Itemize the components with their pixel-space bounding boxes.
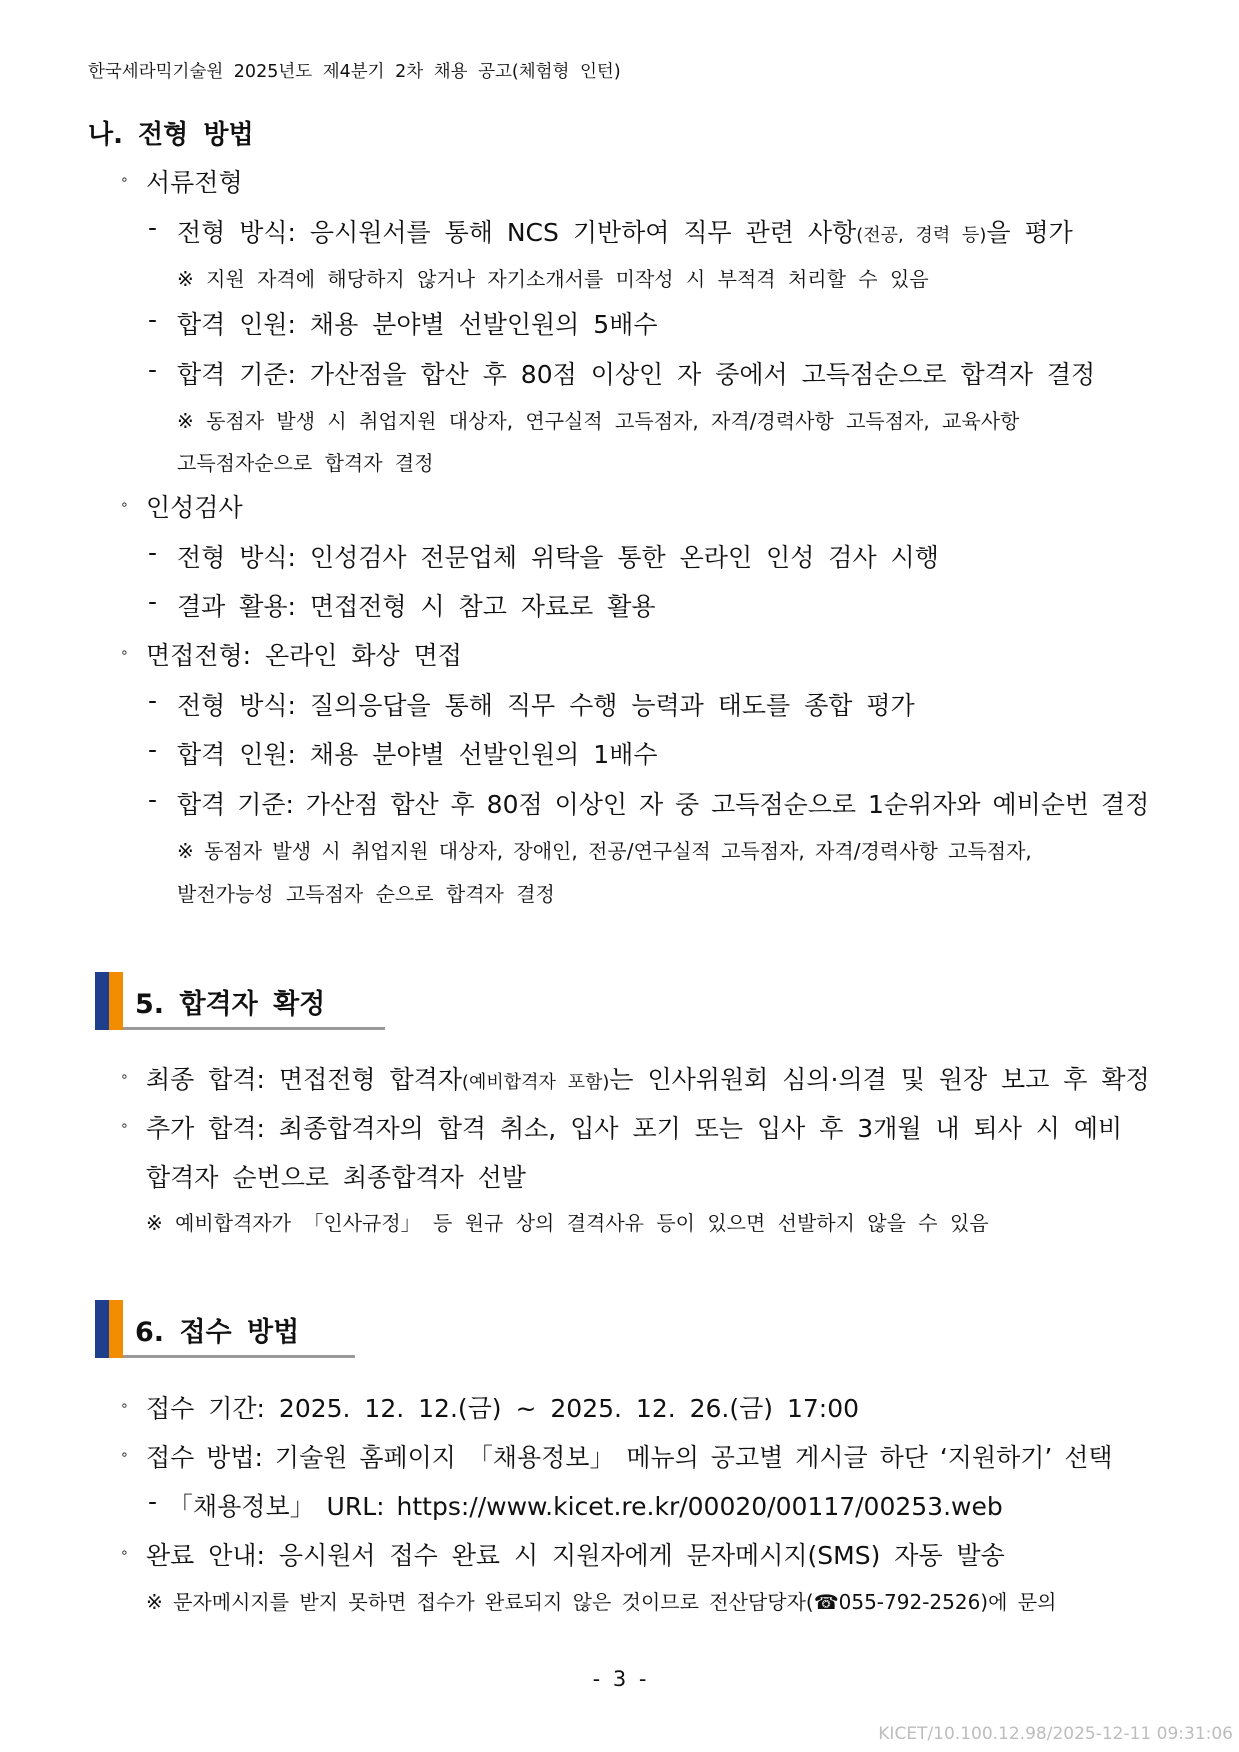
bullet-icon: ∘: [120, 1545, 129, 1561]
bullet-icon: ∘: [120, 1398, 129, 1414]
heading-bar-orange: [109, 972, 123, 1030]
stage-interview-label: 면접전형: 온라인 화상 면접: [146, 641, 462, 670]
bullet-icon: ∘: [120, 1118, 129, 1134]
section-5-note: ※ 예비합격자가 「인사규정」 등 원규 상의 결격사유 등이 있으면 선발하지 않을 수 있음: [146, 1211, 989, 1235]
phone-icon: ☎: [813, 1590, 839, 1614]
dash-marker: -: [148, 1487, 158, 1516]
dash-marker: -: [148, 305, 158, 334]
section-5-heading: [95, 972, 385, 1030]
stage-document-label: 서류전형: [146, 168, 243, 197]
heading-underline: [123, 1355, 355, 1358]
dash-marker: -: [148, 785, 158, 814]
completion-notice: 완료 안내: 응시원서 접수 완료 시 지원자에게 문자메시지(SMS) 자동 발송: [146, 1541, 1005, 1570]
section-6-title: 6. 접수 방법: [135, 1317, 300, 1348]
additional-pass-line-cont: 합격자 순번으로 최종합격자 선발: [146, 1163, 526, 1192]
stage-interview-pass-criteria: 합격 기준: 가산점 합산 후 80점 이상인 자 중 고득점순으로 1순위자와 예비순번 결정: [177, 790, 1150, 819]
stage-interview-criteria-note-cont: 발전가능성 고득점자 순으로 합격자 결정: [177, 882, 555, 906]
dash-marker: -: [148, 213, 158, 242]
dash-marker: -: [148, 686, 158, 715]
heading-underline: [123, 1027, 385, 1030]
bullet-icon: ∘: [120, 1447, 129, 1463]
stage-document-pass-criteria: 합격 기준: 가산점을 합산 후 80점 이상인 자 중에서 고득점순으로 합격자 결정: [177, 360, 1096, 389]
stage-personality-method: 전형 방식: 인성검사 전문업체 위탁을 통한 온라인 인성 검사 시행: [177, 543, 939, 572]
print-stamp: KICET/10.100.12.98/2025-12-11 09:31:06: [878, 1724, 1233, 1744]
heading-bar-blue: [95, 1300, 109, 1358]
heading-bar-blue: [95, 972, 109, 1030]
stage-interview-criteria-note: ※ 동점자 발생 시 취업지원 대상자, 장애인, 전공/연구실적 고득점자, 자격/경력사항 고득점자,: [177, 839, 1032, 863]
application-method: 접수 방법: 기술원 홈페이지 「채용정보」 메뉴의 공고별 게시글 하단 ‘지원하기’ 선택: [146, 1443, 1113, 1472]
stage-document-method: 전형 방식: 응시원서를 통해 NCS 기반하여 직무 관련 사항(전공, 경력 등)을 평가: [177, 218, 1073, 247]
stage-document-criteria-note-cont: 고득점자순으로 합격자 결정: [177, 451, 434, 475]
bullet-icon: ∘: [120, 645, 129, 661]
section-6-heading: [95, 1300, 355, 1358]
recruitment-url[interactable]: 「채용정보」 URL: https://www.kicet.re.kr/00020/00117/00253.web: [168, 1492, 1003, 1521]
stage-document-criteria-note: ※ 동점자 발생 시 취업지원 대상자, 연구실적 고득점자, 자격/경력사항 고득점자, 교육사항: [177, 409, 1020, 433]
dash-marker: -: [148, 587, 158, 616]
application-period: 접수 기간: 2025. 12. 12.(금) ~ 2025. 12. 26.(금) 17:00: [146, 1394, 860, 1423]
section-title-selection: 나. 전형 방법: [88, 120, 254, 150]
dash-marker: -: [148, 538, 158, 567]
stage-document-method-note: ※ 지원 자격에 해당하지 않거나 자기소개서를 미작성 시 부적격 처리할 수 있음: [177, 267, 929, 291]
stage-interview-pass-count: 합격 인원: 채용 분야별 선발인원의 1배수: [177, 740, 658, 769]
bullet-icon: ∘: [120, 497, 129, 513]
final-pass-line: 최종 합격: 면접전형 합격자(예비합격자 포함)는 인사위원회 심의·의결 및 원장 보고 후 확정: [146, 1065, 1150, 1094]
page-number: - 3 -: [592, 1667, 647, 1691]
dash-marker: -: [148, 355, 158, 384]
stage-personality-usage: 결과 활용: 면접전형 시 참고 자료로 활용: [177, 592, 656, 621]
heading-bar-orange: [109, 1300, 123, 1358]
section-5-title: 5. 합격자 확정: [135, 989, 326, 1020]
page-header: 한국세라믹기술원 2025년도 제4분기 2차 채용 공고(체험형 인턴): [88, 62, 621, 82]
bullet-icon: ∘: [120, 1069, 129, 1085]
bullet-icon: ∘: [120, 172, 129, 188]
dash-marker: -: [148, 735, 158, 764]
stage-document-pass-count: 합격 인원: 채용 분야별 선발인원의 5배수: [177, 310, 658, 339]
sms-note: ※ 문자메시지를 받지 못하면 접수가 완료되지 않은 것이므로 전산담당자(☎055-792-2526)에 문의: [146, 1590, 1057, 1614]
stage-personality-label: 인성검사: [146, 493, 243, 522]
stage-interview-method: 전형 방식: 질의응답을 통해 직무 수행 능력과 태도를 종합 평가: [177, 691, 915, 720]
additional-pass-line: 추가 합격: 최종합격자의 합격 취소, 입사 포기 또는 입사 후 3개월 내 퇴사 시 예비: [146, 1114, 1123, 1143]
